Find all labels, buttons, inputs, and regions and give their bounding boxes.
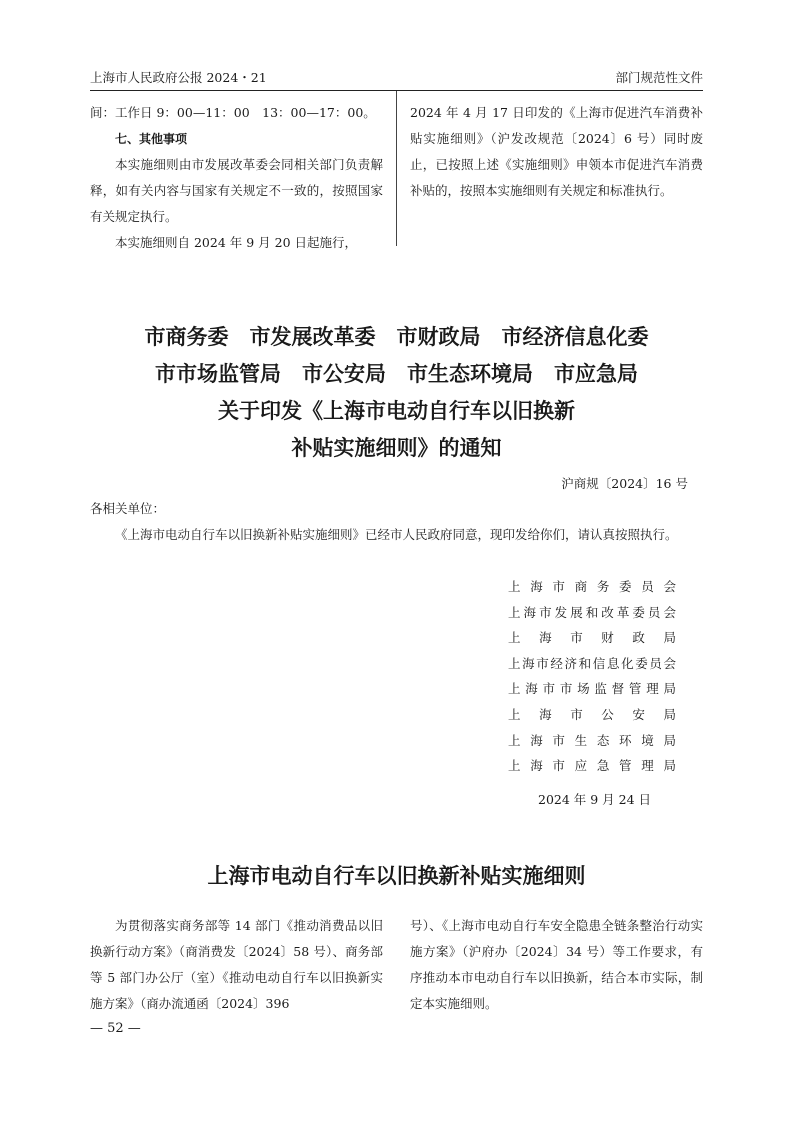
notice-title-line: 补贴实施细则》的通知 [291,436,502,460]
repeal-paragraph: 2024 年 4 月 17 日印发的《上海市促进汽车消费补贴实施细则》（沪发改规范〔2024〕6 号）同时废止，已按照上述《实施细则》申领本市促进汽车消费补贴的，按照本实施细则有关规定和标准执行。 [410,105,703,198]
page-number: — 52 — [90,1021,141,1036]
notice-title-line: 市市场监管局 市公安局 市生态环境局 市应急局 [155,362,638,386]
signing-date: 2024 年 9 月 24 日 [538,792,652,807]
rules-intro-right: 号）、《上海市电动自行车安全隐患全链条整治行动实施方案》（沪府办〔2024〕34 号）等工作要求，有序推动本市电动自行车以旧换新，结合本市实际，制定本实施细则。 [410,918,703,1011]
signatory: 上海市市场监督管理局 [508,681,676,697]
signatory-list [508,574,676,779]
salutation: 各相关单位： [90,501,166,516]
signatory: 上海市经济和信息化委员会 [508,655,676,671]
document-number: 沪商规〔2024〕16 号 [561,476,688,491]
signatory: 上海市生态环境局 [508,732,676,748]
notice-title-line: 市商务委 市发展改革委 市财政局 市经济信息化委 [144,325,649,349]
column-divider [396,91,397,246]
notice-body [90,522,703,548]
interpretation-paragraph: 本实施细则由市发展改革委会同相关部门负责解释，如有关内容与国家有关规定不一致的，按照国家有关规定执行。 [90,157,383,224]
signatory: 上海市发展和改革委员会 [508,604,676,620]
rules-right-column [410,913,703,1017]
signatory: 上海市公安局 [508,706,676,722]
section-heading: 七、其他事项 [115,132,188,146]
signatory: 上海市财政局 [508,630,676,646]
top-right-column [410,100,703,204]
notice-title [90,319,703,467]
gazette-header-title: 上海市人民政府公报 2024・21 [90,70,267,85]
rules-title: 上海市电动自行车以旧换新补贴实施细则 [207,864,586,888]
rules-left-column [90,913,383,1017]
effective-date-paragraph: 本实施细则自 2024 年 9 月 20 日起施行， [115,235,358,250]
rules-intro-left: 为贯彻落实商务部等 14 部门《推动消费品以旧换新行动方案》（商消费发〔2024〕58 号）、商务部等 5 部门办公厅（室）《推动电动自行车以旧换新实施方案》（商办流通函〔2024〕396 [90,918,383,1011]
section-label: 部门规范性文件 [615,70,703,85]
top-left-column [90,100,383,256]
signatory: 上海市应急管理局 [508,758,676,774]
signatory: 上海市商务委员会 [508,579,676,594]
notice-title-line: 关于印发《上海市电动自行车以旧换新 [218,399,575,423]
notice-body-text: 《上海市电动自行车以旧换新补贴实施细则》已经市人民政府同意，现印发给你们，请认真按照执行。 [115,527,678,542]
hours-line: 间：工作日 9：00—11：00 13：00—17：00。 [90,105,376,120]
